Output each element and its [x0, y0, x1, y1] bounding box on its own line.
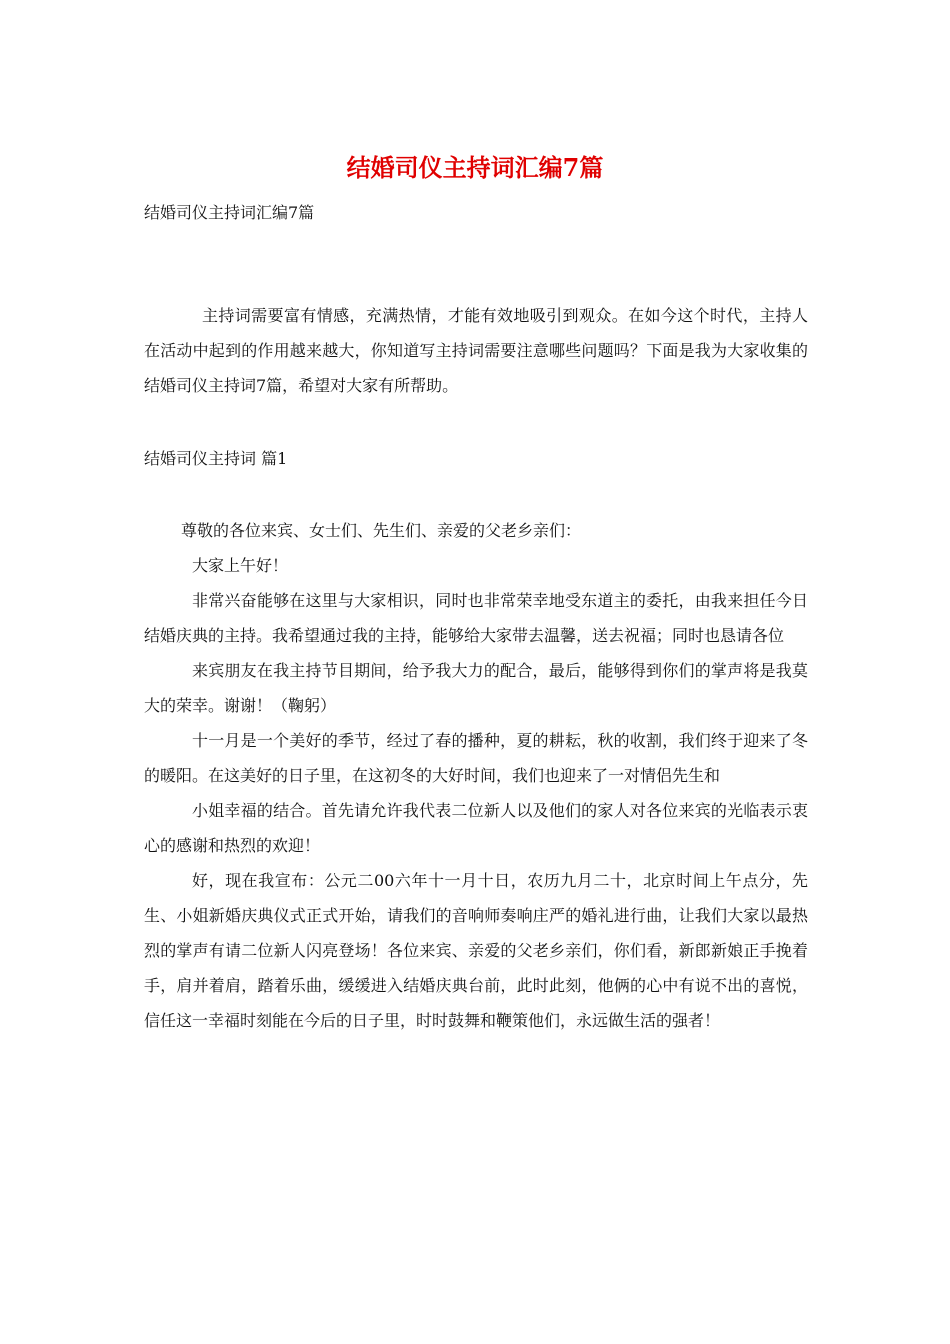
section-heading: 结婚司仪主持词 篇1 — [144, 449, 288, 468]
body-paragraph: 十一月是一个美好的季节，经过了春的播种，夏的耕耘，秋的收割，我们终于迎来了冬的暖阳。在这美好的日子里，在这初冬的大好时间，我们也迎来了一对情侣先生和 — [144, 731, 808, 785]
section-body — [144, 513, 808, 1038]
body-paragraph: 来宾朋友在我主持节目期间，给予我大力的配合，最后，能够得到你们的掌声将是我莫大的荣幸。谢谢！（鞠躬） — [144, 661, 808, 715]
document-subtitle: 结婚司仪主持词汇编7篇 — [144, 203, 315, 222]
body-paragraph: 小姐幸福的结合。首先请允许我代表二位新人以及他们的家人对各位来宾的光临表示衷心的感谢和热烈的欢迎！ — [144, 801, 808, 855]
body-paragraph: 大家上午好！ — [192, 556, 289, 575]
body-paragraph: 好，现在我宣布：公元二00六年十一月十日，农历九月二十，北京时间上午点分，先生、小姐新婚庆典仪式正式开始，请我们的音响师奏响庄严的婚礼进行曲，让我们大家以最热烈的掌声有请二位新人闪亮登场！各位来宾、亲爱的父老乡亲们，你们看，新郎新娘正手挽着手，肩并着肩，踏着乐曲，缓缓进入结婚庆典台前，此时此刻，他俩的心中有说不出的喜悦，信任这一幸福时刻能在今后的日子里，时时鼓舞和鞭策他们，永远做生活的强者！ — [144, 871, 808, 1030]
greeting-paragraph: 尊敬的各位来宾、女士们、先生们、亲爱的父老乡亲们： — [181, 521, 582, 540]
body-paragraph: 非常兴奋能够在这里与大家相识，同时也非常荣幸地受东道主的委托，由我来担任今日结婚庆典的主持。我希望通过我的主持，能够给大家带去温馨，送去祝福；同时也恳请各位 — [144, 591, 808, 645]
intro-paragraph: 主持词需要富有情感，充满热情，才能有效地吸引到观众。在如今这个时代，主持人在活动中起到的作用越来越大，你知道写主持词需要注意哪些问题吗？下面是我为大家收集的结婚司仪主持词7篇，希望对大家有所帮助。 — [144, 306, 808, 395]
document-title: 结婚司仪主持词汇编7篇 — [346, 153, 604, 182]
